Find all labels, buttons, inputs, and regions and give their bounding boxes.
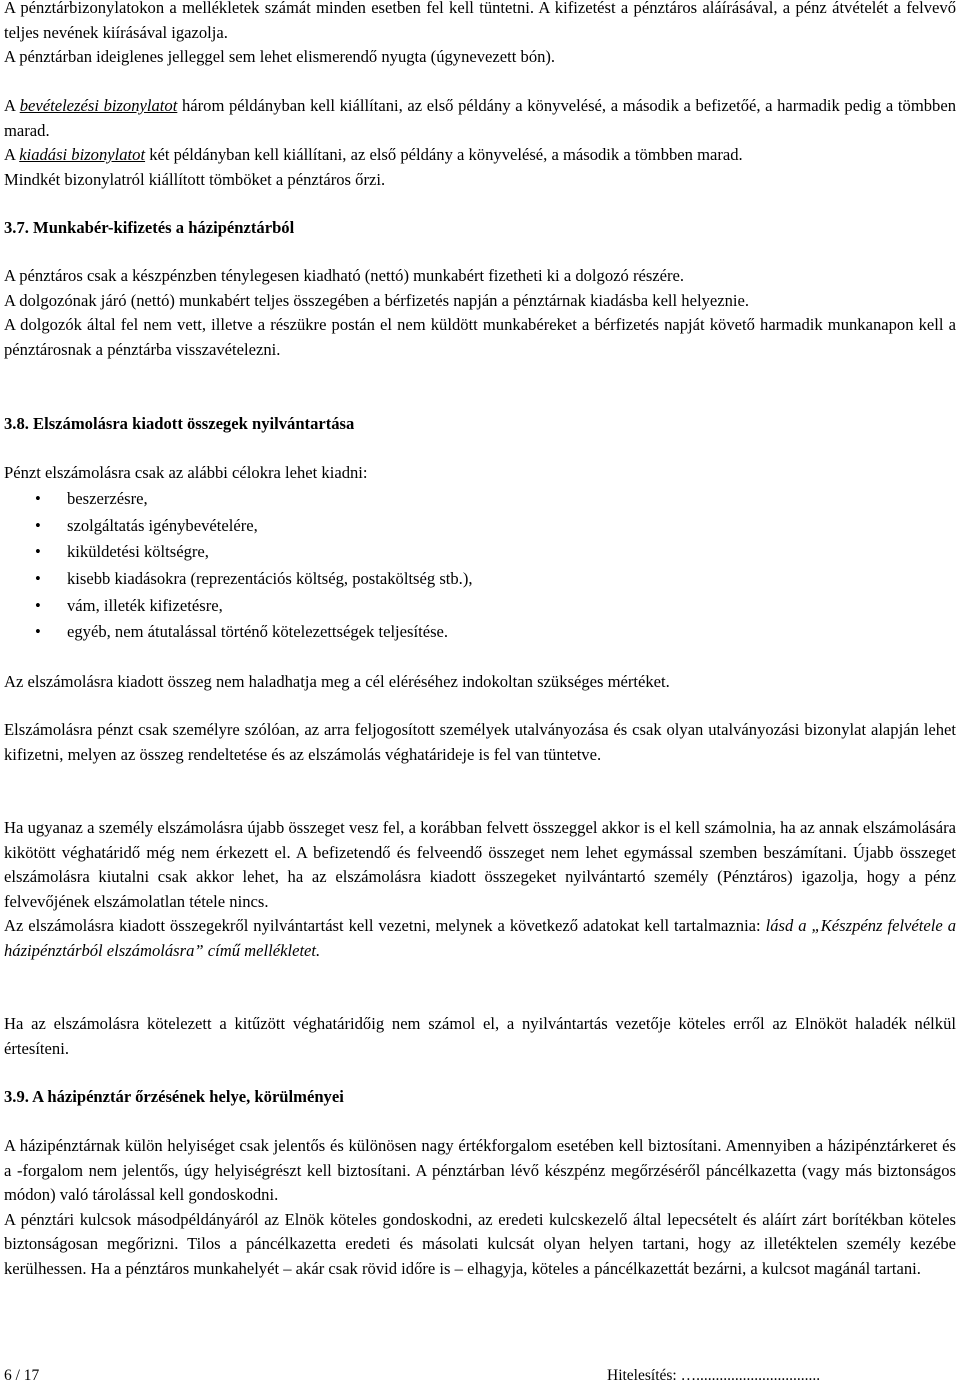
list-item: • beszerzésre, (4, 486, 956, 513)
section-3-9-body (4, 1134, 956, 1281)
section-3-7-heading: 3.7. Munkabér-kifizetés a házipénztárból (4, 218, 295, 237)
section-3-8-paragraph-2-block (4, 718, 956, 767)
expense-receipt-term: kiadási bizonylatot (19, 145, 146, 164)
bullet-icon: • (35, 542, 41, 562)
list-item: • vám, illeték kifizetésre, (4, 593, 956, 620)
section-3-9-paragraph-1: A házipénztárnak külön helyiséget csak jelentős és különösen nagy értékforgalom esetében kell biztosítani. Amennyiben a házipénztárkeret és a -forgalom nem jelentős, úgy helyiségrészt kell biztosítani. A pénztárban lévő készpénz megőrzéséről páncélkazetta (vagy más biztonságos módon) való tárolással kell gondoskodni. (4, 1136, 956, 1204)
section-3-8-intro: Pénzt elszámolásra csak az alábbi célokra lehet kiadni: (4, 463, 368, 482)
bullet-icon: • (35, 515, 41, 535)
section-3-8-paragraph-1-block (4, 670, 956, 695)
intro-paragraph-1: A pénztárbizonylatokon a mellékletek számát minden esetben fel kell tüntetni. A kifizetést a pénztáros aláírásával, a pénz átvételét a felvevő teljes nevének kiírásával igazolja. (4, 0, 956, 42)
page-number: 6 / 17 (4, 1367, 40, 1384)
section-3-8-heading: 3.8. Elszámolásra kiadott összegek nyilvántartása (4, 414, 355, 433)
section-3-7-paragraph-2: A dolgozónak járó (nettó) munkabért teljes összegében a bérfizetés napján a pénztárnak kiadásba kell helyeznie. (4, 290, 750, 310)
section-3-8-paragraph-3-block (4, 816, 956, 963)
section-3-7-paragraph-1: A pénztáros csak a készpénzben ténylegesen kiadható (nettó) munkabért fizetheti ki a dolgozó részére. (4, 266, 685, 285)
section-3-8-intro-block (4, 461, 956, 486)
income-receipt-paragraph: A bevételezési bizonylatot három példányban kell kiállítani, az első példány a könyvelésé, a második a befizetőé, a harmadik pedig a tömbben marad. (4, 96, 956, 140)
bullet-icon: • (35, 595, 41, 615)
attachment-reference: lásd a „Készpénz felvétele a házipénztárból elszámolásra” című mellékletet. (4, 916, 956, 960)
section-3-9-paragraph-2: A pénztári kulcsok másodpéldányáról az Elnök köteles gondoskodni, az eredeti kulcskezelő által lepecsételt és aláírt zárt borítékban köteles biztonságosan megőrizni. Tilos a páncélkazetta eredeti és másolati kulcsát olyan helyen tartani, hogy az illetéktelen személy kezébe kerülhessen. Ha a pénztáros munkahelyét – akár csak rövid időre is – elhagyja, köteles a páncélkazettát bezárni, a kulcsot magánál tartani. (4, 1209, 956, 1278)
section-3-7-body (4, 264, 956, 362)
section-3-8-paragraph-2: Elszámolásra pénzt csak személyre szólóan, az arra feljogosított személyek utalványozása és csak olyan utalványozási bizonylat alapján lehet kifizetni, melyen az összeg rendeltetése és az elszámolás véghatárideje is fel van tüntetve. (4, 720, 956, 764)
section-3-8-paragraph-3: Ha ugyanaz a személy elszámolásra újabb összeget vesz fel, a korábban felvett összeggel akkor is el kell számolnia, ha az annak elszámolására kikötött véghatáridő még nem érkezett el. A befizetendő és felveendő összeget nem lehet egymással szemben beszámítani. Újabb összeget elszámolásra kiutalni csak akkor lehet, ha az elszámolásra kiadott összegeket nyilvántartó személy (Pénztáros) igazolja, hogy a pénz felvevőjének elszámolatlan tétele nincs. (4, 818, 956, 911)
receipt-book-paragraph: Mindkét bizonylatról kiállított tömböket a pénztáros őrzi. (4, 169, 386, 189)
bullet-icon: • (35, 622, 41, 642)
bullet-icon: • (35, 569, 41, 589)
section-3-7-paragraph-3: A dolgozók által fel nem vett, illetve a részükre postán el nem küldött munkabéreket a bérfizetés napját követő harmadik munkanapon kell a pénztárosnak a pénztárba visszavételezni. (4, 315, 956, 359)
receipt-block (4, 94, 956, 192)
section-3-8-paragraph-5-block (4, 1012, 956, 1061)
authentication-field: Hitelesítés: …................................ (607, 1367, 821, 1384)
bullet-icon: • (35, 489, 41, 508)
purpose-list (4, 486, 956, 646)
intro-block (4, 0, 956, 70)
list-item: • kiküldetési költségre, (4, 539, 956, 566)
list-item: • kisebb kiadásokra (reprezentációs költség, postaköltség stb.), (4, 566, 956, 593)
list-item: • egyéb, nem átutalással történő kötelezettségek teljesítése. (4, 619, 956, 646)
expense-receipt-paragraph: A kiadási bizonylatot két példányban kell kiállítani, az első példány a könyvelésé, a második a tömbben marad. (4, 145, 743, 164)
intro-paragraph-2: A pénztárban ideiglenes jelleggel sem lehet elismerendő nyugta (úgynevezett bón). (4, 47, 556, 66)
list-item: • szolgáltatás igénybevételére, (4, 513, 956, 540)
section-3-9-heading: 3.9. A házipénztár őrzésének helye, körülményei (4, 1087, 344, 1106)
income-receipt-term: bevételezési bizonylatot (19, 96, 178, 115)
section-3-8-paragraph-1: Az elszámolásra kiadott összeg nem haladhatja meg a cél eléréséhez indokoltan szükséges mértéket. (4, 672, 670, 691)
section-3-8-paragraph-4: Az elszámolásra kiadott összegekről nyilvántartást kell vezetni, melynek a következő adatokat kell tartalmaznia: lásd a „Készpénz felvétele a házipénztárból elszámolásra” című mellékletet. (4, 916, 956, 960)
section-3-8-paragraph-5: Ha az elszámolásra kötelezett a kitűzött véghatáridőig nem számol el, a nyilvántartás vezetője köteles erről az Elnököt haladék nélkül értesíteni. (4, 1014, 956, 1058)
